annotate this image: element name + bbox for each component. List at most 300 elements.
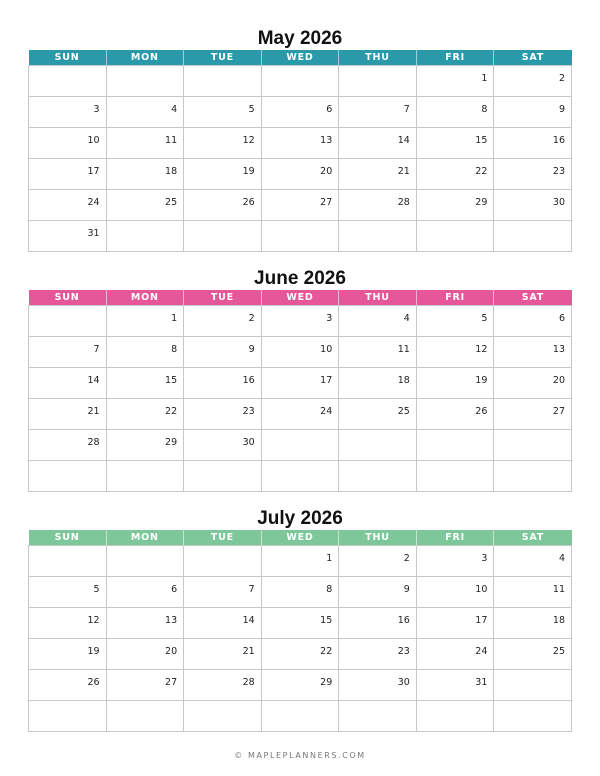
day-cell xyxy=(29,97,107,128)
day-number: 28 xyxy=(242,677,255,688)
day-number xyxy=(487,470,493,476)
week-row xyxy=(29,97,572,128)
footer-credit: © MAPLEPLANNERS.COM xyxy=(234,751,366,760)
day-cell xyxy=(106,306,184,337)
day-number: 24 xyxy=(320,406,333,417)
day-number: 12 xyxy=(87,615,100,626)
day-cell xyxy=(494,221,572,252)
day-number: 23 xyxy=(242,406,255,417)
day-cell xyxy=(106,430,184,461)
day-number: 16 xyxy=(552,135,565,146)
day-number xyxy=(255,710,261,716)
day-cell xyxy=(416,306,494,337)
day-number: 14 xyxy=(87,375,100,386)
day-number: 31 xyxy=(475,677,488,688)
week-row xyxy=(29,128,572,159)
day-cell xyxy=(261,608,339,639)
day-number: 11 xyxy=(397,344,410,355)
month-title: May 2026 xyxy=(257,28,343,49)
weekday-header: THU xyxy=(339,530,417,546)
day-cell xyxy=(106,368,184,399)
day-cell xyxy=(261,639,339,670)
day-number xyxy=(410,439,416,445)
day-number: 6 xyxy=(171,584,178,595)
day-number xyxy=(332,439,338,445)
day-cell xyxy=(339,639,417,670)
day-number: 21 xyxy=(242,646,255,657)
day-cell xyxy=(184,670,262,701)
day-cell xyxy=(29,577,107,608)
day-cell xyxy=(261,430,339,461)
day-number: 4 xyxy=(558,553,565,564)
day-number: 24 xyxy=(87,197,100,208)
day-cell xyxy=(494,66,572,97)
day-cell xyxy=(29,190,107,221)
day-number: 12 xyxy=(242,135,255,146)
day-number: 15 xyxy=(320,615,333,626)
day-number: 9 xyxy=(248,344,255,355)
day-cell xyxy=(261,399,339,430)
day-cell xyxy=(339,701,417,732)
day-cell xyxy=(416,577,494,608)
day-number: 28 xyxy=(87,437,100,448)
day-cell xyxy=(184,159,262,190)
day-number: 30 xyxy=(552,197,565,208)
day-cell xyxy=(184,639,262,670)
day-number: 30 xyxy=(242,437,255,448)
day-cell xyxy=(29,546,107,577)
day-number xyxy=(100,710,106,716)
day-number: 18 xyxy=(397,375,410,386)
day-number: 16 xyxy=(397,615,410,626)
day-cell xyxy=(106,221,184,252)
day-cell xyxy=(29,701,107,732)
day-number xyxy=(255,75,261,81)
day-cell xyxy=(261,701,339,732)
day-cell xyxy=(106,337,184,368)
weekday-header: WED xyxy=(261,530,339,546)
weekday-header: WED xyxy=(261,290,339,306)
day-number: 28 xyxy=(397,197,410,208)
day-number: 15 xyxy=(475,135,488,146)
day-cell xyxy=(339,577,417,608)
day-number: 26 xyxy=(87,677,100,688)
day-cell xyxy=(261,461,339,492)
day-cell xyxy=(494,546,572,577)
day-number: 4 xyxy=(403,313,410,324)
day-number: 27 xyxy=(165,677,178,688)
day-number: 8 xyxy=(481,104,488,115)
day-cell xyxy=(261,577,339,608)
day-number: 21 xyxy=(397,166,410,177)
month-grid xyxy=(28,50,572,252)
week-row xyxy=(29,399,572,430)
day-number: 7 xyxy=(93,344,100,355)
day-cell xyxy=(29,128,107,159)
day-number xyxy=(487,230,493,236)
day-cell xyxy=(339,190,417,221)
day-cell xyxy=(184,306,262,337)
day-number: 20 xyxy=(320,166,333,177)
weekday-header: THU xyxy=(339,290,417,306)
day-cell xyxy=(416,97,494,128)
day-number xyxy=(177,75,183,81)
day-cell xyxy=(339,430,417,461)
day-number: 10 xyxy=(320,344,333,355)
day-number: 1 xyxy=(481,73,488,84)
day-number: 6 xyxy=(558,313,565,324)
day-number: 17 xyxy=(87,166,100,177)
day-cell xyxy=(416,66,494,97)
weekday-header-row xyxy=(29,50,572,66)
day-cell xyxy=(339,306,417,337)
day-number xyxy=(565,439,571,445)
week-row xyxy=(29,546,572,577)
day-number: 13 xyxy=(320,135,333,146)
week-row xyxy=(29,608,572,639)
day-cell xyxy=(494,577,572,608)
day-number: 27 xyxy=(320,197,333,208)
day-number: 7 xyxy=(248,584,255,595)
day-number: 14 xyxy=(397,135,410,146)
day-cell xyxy=(184,577,262,608)
day-cell xyxy=(261,306,339,337)
day-cell xyxy=(184,430,262,461)
day-cell xyxy=(261,337,339,368)
weekday-header: TUE xyxy=(184,530,262,546)
day-cell xyxy=(29,221,107,252)
day-number: 26 xyxy=(242,197,255,208)
day-cell xyxy=(494,97,572,128)
day-number: 17 xyxy=(475,615,488,626)
day-cell xyxy=(339,221,417,252)
day-cell xyxy=(339,97,417,128)
day-number: 12 xyxy=(475,344,488,355)
day-number xyxy=(100,315,106,321)
day-cell xyxy=(29,399,107,430)
day-cell xyxy=(184,608,262,639)
day-cell xyxy=(184,221,262,252)
weekday-header: TUE xyxy=(184,290,262,306)
day-number: 25 xyxy=(397,406,410,417)
day-number xyxy=(410,710,416,716)
week-row xyxy=(29,577,572,608)
day-number: 2 xyxy=(558,73,565,84)
weekday-header: SAT xyxy=(494,50,572,66)
day-cell xyxy=(261,670,339,701)
day-cell xyxy=(339,546,417,577)
day-number xyxy=(255,470,261,476)
day-number xyxy=(565,470,571,476)
day-cell xyxy=(29,461,107,492)
day-cell xyxy=(339,66,417,97)
day-cell xyxy=(184,399,262,430)
day-cell xyxy=(261,97,339,128)
day-number: 11 xyxy=(165,135,178,146)
weekday-header: MON xyxy=(106,290,184,306)
day-number: 1 xyxy=(326,553,333,564)
day-number xyxy=(487,710,493,716)
month-title: July 2026 xyxy=(257,508,343,529)
day-cell xyxy=(416,430,494,461)
weekday-header: SUN xyxy=(54,532,80,543)
day-number xyxy=(177,555,183,561)
day-cell xyxy=(339,159,417,190)
weekday-header: THU xyxy=(339,50,417,66)
day-number xyxy=(177,470,183,476)
week-row xyxy=(29,701,572,732)
day-number: 23 xyxy=(397,646,410,657)
week-row xyxy=(29,430,572,461)
day-number: 9 xyxy=(558,104,565,115)
day-number: 25 xyxy=(552,646,565,657)
day-number xyxy=(410,230,416,236)
day-number xyxy=(332,470,338,476)
day-number xyxy=(332,230,338,236)
day-number: 19 xyxy=(475,375,488,386)
day-number: 5 xyxy=(93,584,100,595)
week-row xyxy=(29,368,572,399)
day-number xyxy=(100,470,106,476)
day-cell xyxy=(416,128,494,159)
day-cell xyxy=(494,608,572,639)
day-cell xyxy=(184,701,262,732)
day-number: 21 xyxy=(87,406,100,417)
day-cell xyxy=(261,190,339,221)
week-row xyxy=(29,670,572,701)
day-cell xyxy=(184,97,262,128)
day-cell xyxy=(106,190,184,221)
day-number: 11 xyxy=(552,584,565,595)
day-cell xyxy=(184,190,262,221)
day-number: 3 xyxy=(93,104,100,115)
day-number: 9 xyxy=(403,584,410,595)
day-cell xyxy=(494,159,572,190)
week-row xyxy=(29,66,572,97)
day-number: 24 xyxy=(475,646,488,657)
day-cell xyxy=(339,368,417,399)
day-cell xyxy=(339,608,417,639)
day-number: 5 xyxy=(248,104,255,115)
day-number xyxy=(565,679,571,685)
day-number: 13 xyxy=(165,615,178,626)
day-number xyxy=(565,710,571,716)
day-cell xyxy=(416,461,494,492)
day-number: 22 xyxy=(320,646,333,657)
day-number: 25 xyxy=(165,197,178,208)
day-number xyxy=(177,230,183,236)
day-cell xyxy=(106,159,184,190)
day-cell xyxy=(416,221,494,252)
week-row xyxy=(29,461,572,492)
day-cell xyxy=(261,221,339,252)
week-row xyxy=(29,159,572,190)
day-number xyxy=(332,75,338,81)
day-cell xyxy=(29,337,107,368)
weekday-header: FRI xyxy=(416,530,494,546)
day-cell xyxy=(416,701,494,732)
day-cell xyxy=(29,306,107,337)
day-number: 8 xyxy=(326,584,333,595)
day-number: 29 xyxy=(165,437,178,448)
day-cell xyxy=(261,128,339,159)
day-cell xyxy=(494,461,572,492)
day-cell xyxy=(106,577,184,608)
day-cell xyxy=(106,461,184,492)
day-number: 8 xyxy=(171,344,178,355)
day-number xyxy=(177,710,183,716)
day-cell xyxy=(494,430,572,461)
day-cell xyxy=(184,337,262,368)
weekday-header: FRI xyxy=(416,50,494,66)
day-cell xyxy=(261,368,339,399)
week-row xyxy=(29,221,572,252)
weekday-header: MON xyxy=(106,50,184,66)
day-number: 15 xyxy=(165,375,178,386)
day-number: 19 xyxy=(242,166,255,177)
day-number: 2 xyxy=(248,313,255,324)
day-cell xyxy=(184,546,262,577)
day-cell xyxy=(184,368,262,399)
weekday-header: MON xyxy=(106,530,184,546)
day-number: 22 xyxy=(475,166,488,177)
day-cell xyxy=(494,368,572,399)
weekday-header: SUN xyxy=(54,52,80,63)
day-number: 14 xyxy=(242,615,255,626)
day-cell xyxy=(29,639,107,670)
day-cell xyxy=(106,546,184,577)
day-cell xyxy=(339,128,417,159)
day-cell xyxy=(106,66,184,97)
day-number xyxy=(565,230,571,236)
day-number: 19 xyxy=(87,646,100,657)
day-number: 3 xyxy=(481,553,488,564)
day-cell xyxy=(339,461,417,492)
day-cell xyxy=(494,128,572,159)
day-number: 3 xyxy=(326,313,333,324)
day-number: 10 xyxy=(475,584,488,595)
day-cell xyxy=(29,159,107,190)
day-number: 29 xyxy=(475,197,488,208)
day-cell xyxy=(184,66,262,97)
day-cell xyxy=(184,128,262,159)
day-number: 18 xyxy=(552,615,565,626)
day-cell xyxy=(106,701,184,732)
day-cell xyxy=(494,670,572,701)
weekday-header: SAT xyxy=(494,290,572,306)
month-grid xyxy=(28,530,572,732)
day-cell xyxy=(29,670,107,701)
day-cell xyxy=(106,639,184,670)
day-cell xyxy=(106,97,184,128)
day-number: 1 xyxy=(171,313,178,324)
day-number: 31 xyxy=(87,228,100,239)
day-cell xyxy=(416,368,494,399)
day-number xyxy=(410,470,416,476)
day-cell xyxy=(29,66,107,97)
day-cell xyxy=(339,670,417,701)
week-row xyxy=(29,639,572,670)
day-number xyxy=(487,439,493,445)
month-title: June 2026 xyxy=(254,268,346,289)
day-cell xyxy=(106,608,184,639)
day-cell xyxy=(339,337,417,368)
day-cell xyxy=(494,337,572,368)
day-number xyxy=(410,75,416,81)
day-cell xyxy=(339,399,417,430)
day-number: 20 xyxy=(552,375,565,386)
day-cell xyxy=(494,639,572,670)
day-number: 2 xyxy=(403,553,410,564)
day-cell xyxy=(416,399,494,430)
day-number: 22 xyxy=(165,406,178,417)
weekday-header-row xyxy=(29,290,572,306)
weekday-header: FRI xyxy=(416,290,494,306)
day-cell xyxy=(494,190,572,221)
day-number xyxy=(255,230,261,236)
day-number: 27 xyxy=(552,406,565,417)
day-cell xyxy=(29,368,107,399)
day-number xyxy=(100,555,106,561)
day-cell xyxy=(106,399,184,430)
day-number: 30 xyxy=(397,677,410,688)
day-number: 10 xyxy=(87,135,100,146)
day-number: 4 xyxy=(171,104,178,115)
day-number xyxy=(332,710,338,716)
weekday-header: TUE xyxy=(184,50,262,66)
day-cell xyxy=(416,190,494,221)
week-row xyxy=(29,306,572,337)
month-grid xyxy=(28,290,572,492)
day-cell xyxy=(106,128,184,159)
day-number: 13 xyxy=(552,344,565,355)
day-cell xyxy=(494,306,572,337)
day-number: 7 xyxy=(403,104,410,115)
week-row xyxy=(29,337,572,368)
day-number xyxy=(100,75,106,81)
day-number: 18 xyxy=(165,166,178,177)
day-number: 26 xyxy=(475,406,488,417)
day-number: 23 xyxy=(552,166,565,177)
weekday-header: WED xyxy=(261,50,339,66)
day-cell xyxy=(494,399,572,430)
day-cell xyxy=(29,608,107,639)
day-cell xyxy=(416,159,494,190)
weekday-header: SUN xyxy=(54,292,80,303)
day-cell xyxy=(416,337,494,368)
day-number: 17 xyxy=(320,375,333,386)
day-number: 5 xyxy=(481,313,488,324)
day-cell xyxy=(261,159,339,190)
day-cell xyxy=(416,639,494,670)
day-cell xyxy=(416,670,494,701)
day-cell xyxy=(261,66,339,97)
day-cell xyxy=(184,461,262,492)
day-number: 16 xyxy=(242,375,255,386)
day-cell xyxy=(106,670,184,701)
day-cell xyxy=(29,430,107,461)
day-number: 6 xyxy=(326,104,333,115)
weekday-header: SAT xyxy=(494,530,572,546)
week-row xyxy=(29,190,572,221)
day-number: 29 xyxy=(320,677,333,688)
day-cell xyxy=(261,546,339,577)
weekday-header-row xyxy=(29,530,572,546)
day-number xyxy=(255,555,261,561)
day-cell xyxy=(494,701,572,732)
day-number: 20 xyxy=(165,646,178,657)
day-cell xyxy=(416,608,494,639)
